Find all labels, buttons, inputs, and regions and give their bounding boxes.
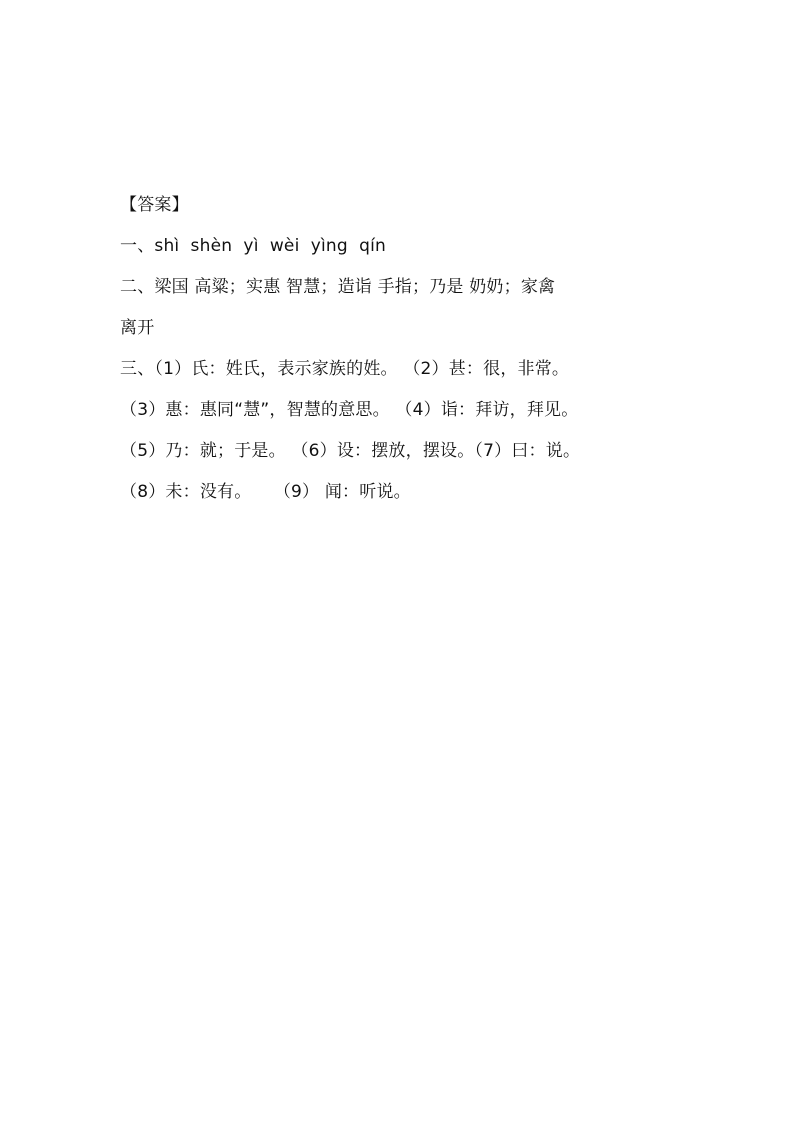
answer-line-1-pinyin: 一、shì shèn yì wèi yìng qín (120, 236, 386, 256)
answer-line-2-words: 二、梁国 高粱；实惠 智慧；造诣 手指；乃是 奶奶；家禽 (120, 277, 556, 297)
answer-line-3-definitions-b: （3）惠：惠同“慧”，智慧的意思。 （4）诣：拜访，拜见。 (120, 400, 579, 420)
answer-heading: 【答案】 (120, 195, 189, 215)
answer-line-3-definitions-c: （5）乃：就；于是。 （6）设：摆放，摆设。（7）曰：说。 (120, 441, 581, 461)
answer-line-2-continued: 离开 (120, 318, 155, 338)
answer-section (120, 185, 700, 513)
answer-line-3-definitions-d: （8）未：没有。 （9） 闻：听说。 (120, 482, 411, 502)
answer-line-3-definitions: 三、（1）氏：姓氏，表示家族的姓。 （2）甚：很，非常。 (120, 359, 570, 379)
